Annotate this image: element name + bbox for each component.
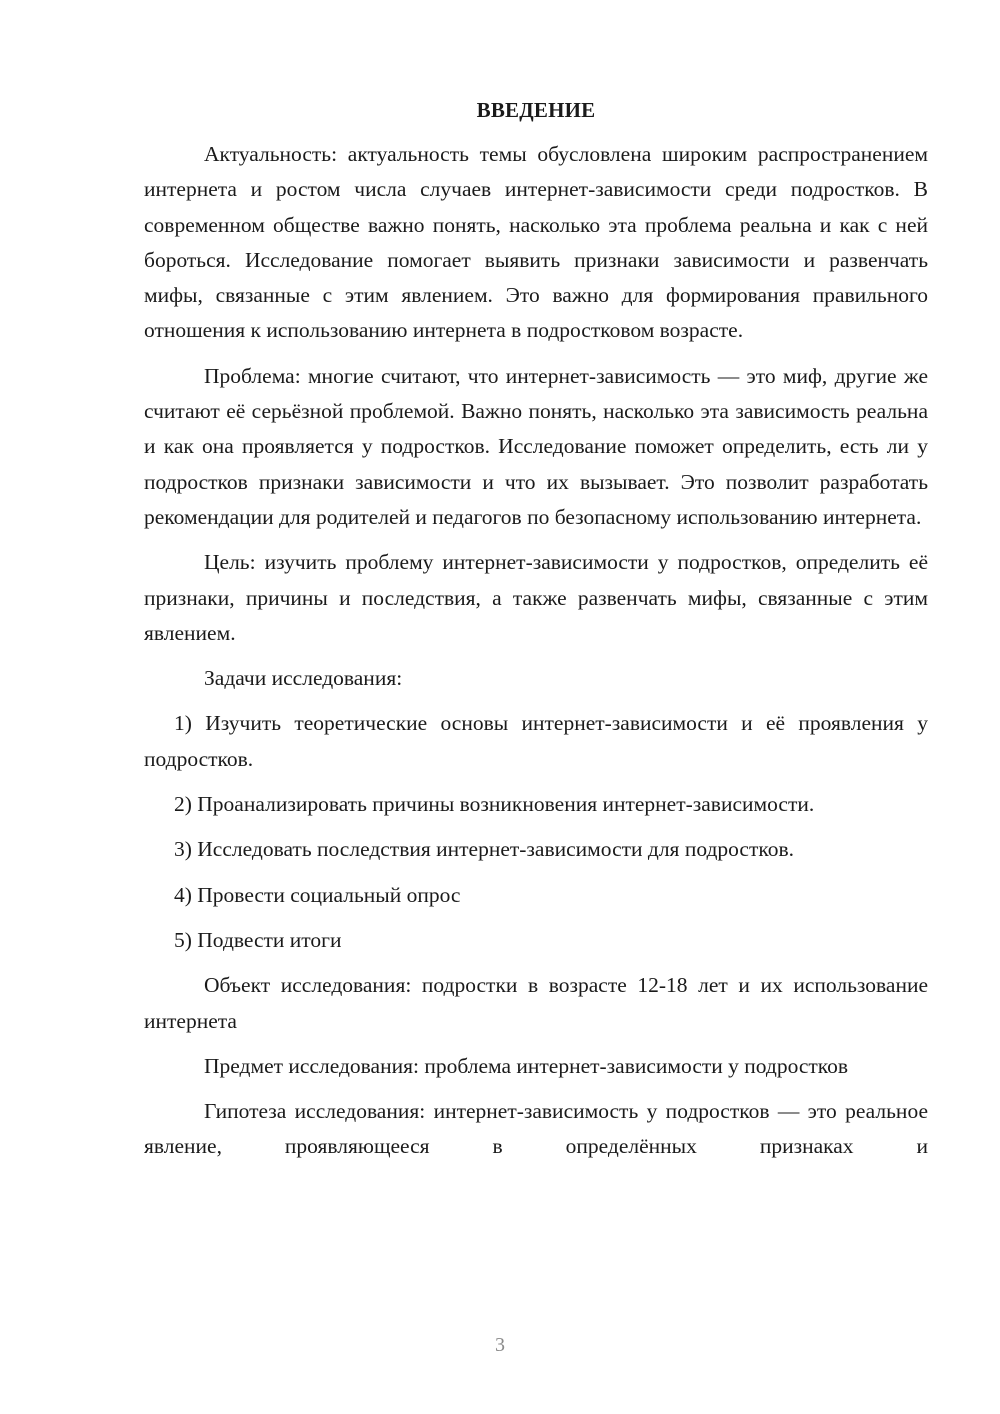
page-number: 3 <box>495 1334 505 1356</box>
task-item-3: 3) Исследовать последствия интернет-зависимости для подростков. <box>174 837 794 862</box>
task-item-4: 4) Провести социальный опрос <box>174 882 461 907</box>
paragraph-relevance: Актуальность: актуальность темы обусловлена широким распространением интернета и ростом числа случаев интернет-зависимости среди подростков. В современном обществе важно понять, насколько эта проблема реальна и как с ней бороться. Исследование помогает выявить признаки зависимости и развенчать мифы, связанные с этим явлением. Это важно для формирования правильного отношения к использованию интернета в подростковом возрасте. <box>144 142 928 343</box>
paragraph-hypothesis: Гипотеза исследования: интернет-зависимость у подростков — это реальное явление, проявляющееся в определённых признаках и <box>144 1099 928 1159</box>
page-body <box>144 96 928 1175</box>
task-item-5: 5) Подвести итоги <box>174 927 342 952</box>
paragraph-object: Объект исследования: подростки в возрасте 12-18 лет и их использование интернета <box>144 973 928 1033</box>
task-item-1: 1) Изучить теоретические основы интернет-зависимости и её проявления у подростков. <box>144 711 928 771</box>
task-item-2: 2) Проанализировать причины возникновения интернет-зависимости. <box>174 792 815 817</box>
tasks-heading: Задачи исследования: <box>204 666 403 691</box>
paragraph-problem: Проблема: многие считают, что интернет-зависимость — это миф, другие же считают её серьёзной проблемой. Важно понять, насколько эта зависимость реальна и как она проявляется у подростков. Исследование поможет определить, есть ли у подростков признаки зависимости и что их вызывает. Это позволит разработать рекомендации для родителей и педагогов по безопасному использованию интернета. <box>144 363 928 529</box>
paragraph-goal: Цель: изучить проблему интернет-зависимости у подростков, определить её признаки, причины и последствия, а также развенчать мифы, связанные с этим явлением. <box>144 550 928 645</box>
paragraph-subject: Предмет исследования: проблема интернет-зависимости у подростков <box>204 1053 849 1078</box>
page-title: ВВЕДЕНИЕ <box>476 98 596 122</box>
